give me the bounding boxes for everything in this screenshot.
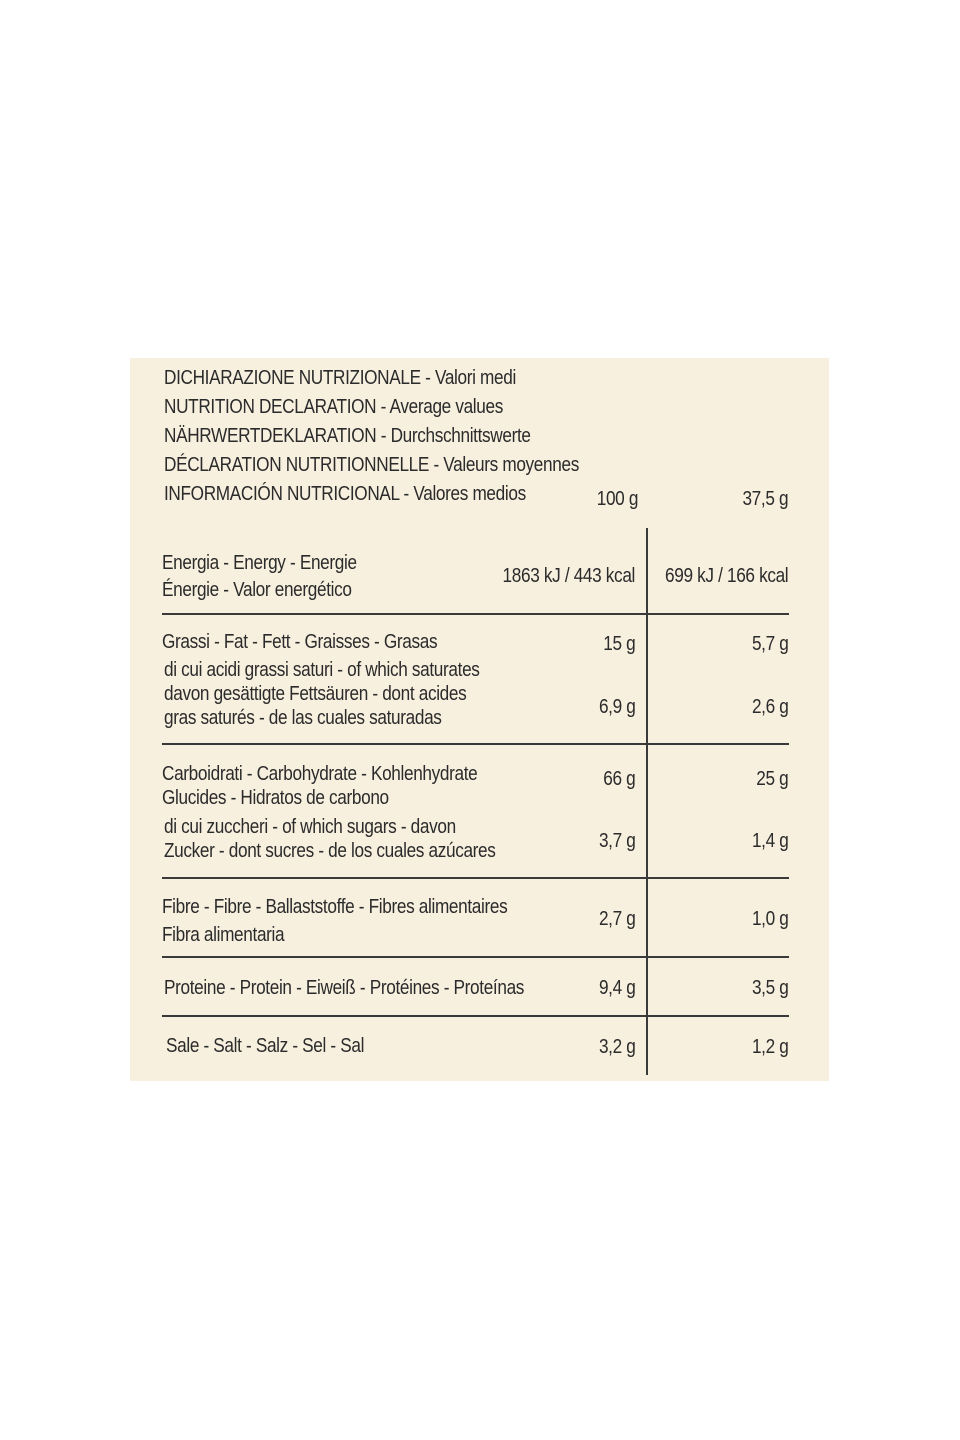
carbohydrate-per-portion: 25 g — [755, 768, 788, 790]
saturates-label-2: davon gesättigte Fettsäuren - dont acides — [164, 683, 467, 705]
column-divider — [646, 528, 648, 1075]
fibre-label-2: Fibra alimentaria — [162, 924, 285, 946]
fibre-label: Fibre - Fibre - Ballaststoffe - Fibres alimentaires — [162, 896, 508, 918]
sugars-label: di cui zuccheri - of which sugars - davon — [164, 816, 456, 838]
salt-per-100g: 3,2 g — [598, 1036, 635, 1058]
nutrition-table — [130, 358, 829, 1081]
header-line-fr: DÉCLARATION NUTRITIONNELLE - Valeurs moyennes — [164, 454, 579, 476]
saturates-label: di cui acidi grassi saturi - of which saturates — [164, 659, 480, 681]
sugars-per-portion: 1,4 g — [751, 830, 788, 852]
row-divider — [162, 956, 789, 958]
column-header-portion: 37,5 g — [742, 488, 788, 510]
fat-per-portion: 5,7 g — [751, 633, 788, 655]
fibre-per-100g: 2,7 g — [598, 908, 635, 930]
saturates-label-3: gras saturés - de las cuales saturadas — [164, 707, 442, 729]
row-divider — [162, 613, 789, 615]
carbohydrate-label: Carboidrati - Carbohydrate - Kohlenhydrate — [162, 763, 478, 785]
saturates-per-100g: 6,9 g — [598, 696, 635, 718]
energy-label-2: Énergie - Valor energético — [162, 579, 352, 601]
header-line-es: INFORMACIÓN NUTRICIONAL - Valores medios — [164, 483, 526, 505]
row-divider — [162, 877, 789, 879]
row-divider — [162, 1015, 789, 1017]
protein-per-portion: 3,5 g — [751, 977, 788, 999]
energy-per-100g: 1863 kJ / 443 kcal — [502, 565, 635, 587]
column-header-100g: 100 g — [596, 488, 638, 510]
fat-label: Grassi - Fat - Fett - Graisses - Grasas — [162, 631, 438, 653]
sugars-per-100g: 3,7 g — [598, 830, 635, 852]
fat-per-100g: 15 g — [602, 633, 635, 655]
header-line-it: DICHIARAZIONE NUTRIZIONALE - Valori medi — [164, 367, 516, 389]
salt-per-portion: 1,2 g — [751, 1036, 788, 1058]
header-line-en: NUTRITION DECLARATION - Average values — [164, 396, 503, 418]
fibre-per-portion: 1,0 g — [751, 908, 788, 930]
row-divider — [162, 743, 789, 745]
energy-per-portion: 699 kJ / 166 kcal — [664, 565, 788, 587]
protein-label: Proteine - Protein - Eiweiß - Protéines - Proteínas — [164, 977, 525, 999]
header-line-de: NÄHRWERTDEKLARATION - Durchschnittswerte — [164, 425, 531, 447]
energy-label: Energia - Energy - Energie — [162, 552, 357, 574]
saturates-per-portion: 2,6 g — [751, 696, 788, 718]
salt-label: Sale - Salt - Salz - Sel - Sal — [166, 1035, 365, 1057]
protein-per-100g: 9,4 g — [598, 977, 635, 999]
carbohydrate-per-100g: 66 g — [602, 768, 635, 790]
carbohydrate-label-2: Glucides - Hidratos de carbono — [162, 787, 389, 809]
sugars-label-2: Zucker - dont sucres - de los cuales azúcares — [164, 840, 496, 862]
